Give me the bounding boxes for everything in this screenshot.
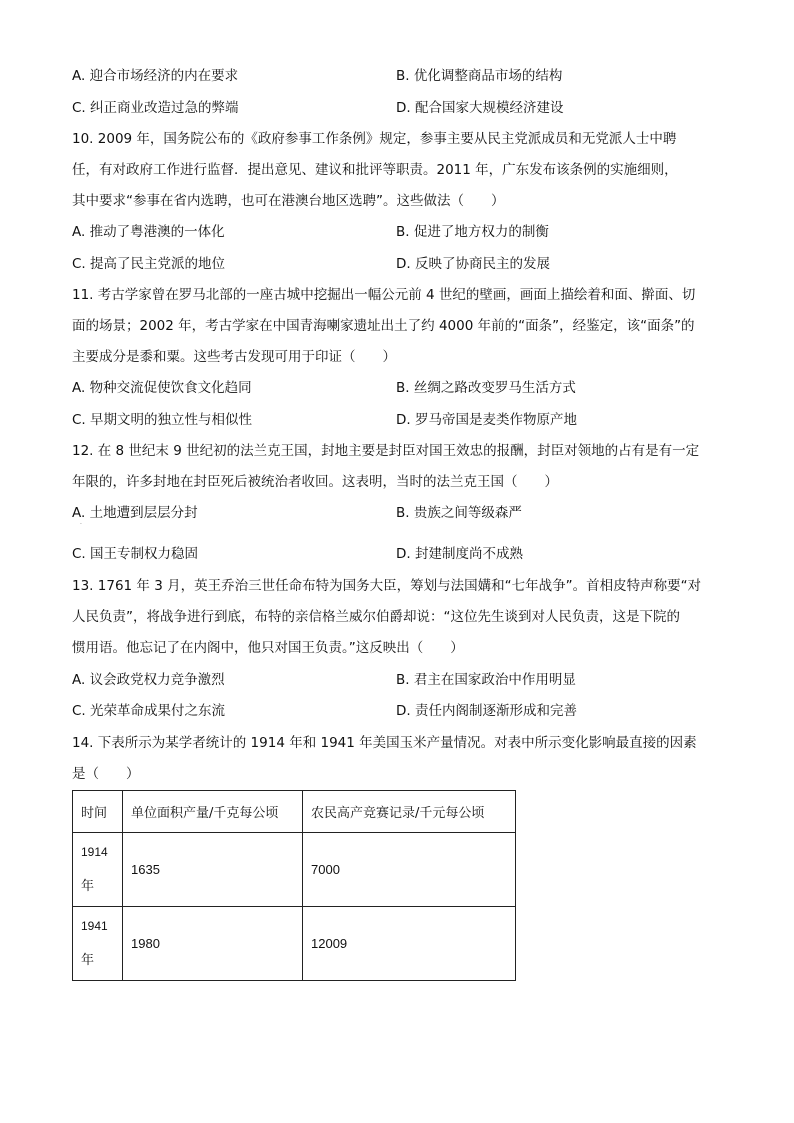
table-year-cell [73, 833, 123, 907]
q14-stem-line-2: 是（ ） [72, 766, 140, 782]
q11-option-a: A. 物种交流促使饮食文化趋同 [72, 380, 252, 396]
q13-stem-line-2: 人民负责”，将战争进行到底，布特的亲信格兰威尔伯爵却说：“这位先生谈到对人民负责，这是下院的 [72, 609, 680, 625]
year-unit: 年 [81, 953, 95, 968]
q13-option-a: A. 议会政党权力竞争激烈 [72, 672, 225, 688]
q11-stem-line-1: 11. 考古学家曾在罗马北部的一座古城中挖掘出一幅公元前 4 世纪的壁画，画面上描绘着和面、擀面、切 [72, 287, 696, 303]
q12-stem-line-2: 年限的，许多封地在封臣死后被统治者收回。这表明，当时的法兰克王国（ ） [72, 474, 558, 490]
table-record-cell: 12009 [303, 907, 516, 981]
table-yield-cell: 1980 [123, 907, 303, 981]
q12-option-c: C. 国王专制权力稳固 [72, 546, 199, 562]
table-row [73, 907, 516, 981]
q11-stem-line-3: 主要成分是黍和粟。这些考古发现可用于印证（ ） [72, 349, 396, 365]
table-year-cell [73, 907, 123, 981]
q13-option-d: D. 责任内阁制逐渐形成和完善 [396, 703, 577, 719]
q10-option-a: A. 推动了粤港澳的一体化 [72, 224, 225, 240]
table-yield-cell: 1635 [123, 833, 303, 907]
q9-option-d: D. 配合国家大规模经济建设 [396, 100, 564, 116]
q11-option-c: C. 早期文明的独立性与相似性 [72, 412, 253, 428]
q11-option-b: B. 丝绸之路改变罗马生活方式 [396, 380, 576, 396]
stray-dot-mark: · [80, 521, 82, 528]
table-record-cell: 7000 [303, 833, 516, 907]
q12-option-d: D. 封建制度尚不成熟 [396, 546, 523, 562]
q14-stem-line-1: 14. 下表所示为某学者统计的 1914 年和 1941 年美国玉米产量情况。对表中所示变化影响最直接的因素 [72, 735, 697, 751]
table-header-cell: 农民高产竞赛记录/千元每公顷 [303, 791, 516, 833]
year-number: 1914 [81, 845, 108, 859]
q9-option-b: B. 优化调整商品市场的结构 [396, 68, 563, 84]
q10-option-b: B. 促进了地方权力的制衡 [396, 224, 549, 240]
year-unit: 年 [81, 879, 95, 894]
year-number: 1941 [81, 919, 108, 933]
corn-production-table [72, 790, 516, 981]
table-row [73, 833, 516, 907]
q12-option-b: B. 贵族之间等级森严 [396, 505, 522, 521]
q13-option-b: B. 君主在国家政治中作用明显 [396, 672, 576, 688]
q10-stem-line-1: 10. 2009 年，国务院公布的《政府参事工作条例》规定，参事主要从民主党派成员和无党派人士中聘 [72, 131, 677, 147]
q13-stem-line-1: 13. 1761 年 3 月，英王乔治三世任命布特为国务大臣，筹划与法国媾和“七年战争”。首相皮特声称要“对 [72, 578, 702, 594]
table-header-cell: 单位面积产量/千克每公顷 [123, 791, 303, 833]
q9-option-c: C. 纠正商业改造过急的弊端 [72, 100, 239, 116]
q10-stem-line-3: 其中要求“参事在省内选聘，也可在港澳台地区选聘”。这些做法（ ） [72, 193, 505, 209]
q10-stem-line-2: 任，有对政府工作进行监督．提出意见、建议和批评等职责。2011 年，广东发布该条例的实施细则， [72, 162, 678, 178]
table-header-row [73, 791, 516, 833]
q11-option-d: D. 罗马帝国是麦类作物原产地 [396, 412, 577, 428]
q10-option-d: D. 反映了协商民主的发展 [396, 256, 550, 272]
q9-option-a: A. 迎合市场经济的内在要求 [72, 68, 239, 84]
q12-stem-line-1: 12. 在 8 世纪末 9 世纪初的法兰克王国，封地主要是封臣对国王效忠的报酬，封臣对领地的占有是有一定 [72, 443, 700, 459]
q10-option-c: C. 提高了民主党派的地位 [72, 256, 226, 272]
q13-option-c: C. 光荣革命成果付之东流 [72, 703, 226, 719]
q13-stem-line-3: 惯用语。他忘记了在内阁中，他只对国王负责。”这反映出（ ） [72, 640, 464, 656]
q12-option-a: A. 土地遭到层层分封 [72, 505, 198, 521]
table-header-cell: 时间 [73, 791, 123, 833]
q11-stem-line-2: 面的场景；2002 年，考古学家在中国青海喇家遗址出土了约 4000 年前的“面条”，经鉴定，该“面条”的 [72, 318, 695, 334]
